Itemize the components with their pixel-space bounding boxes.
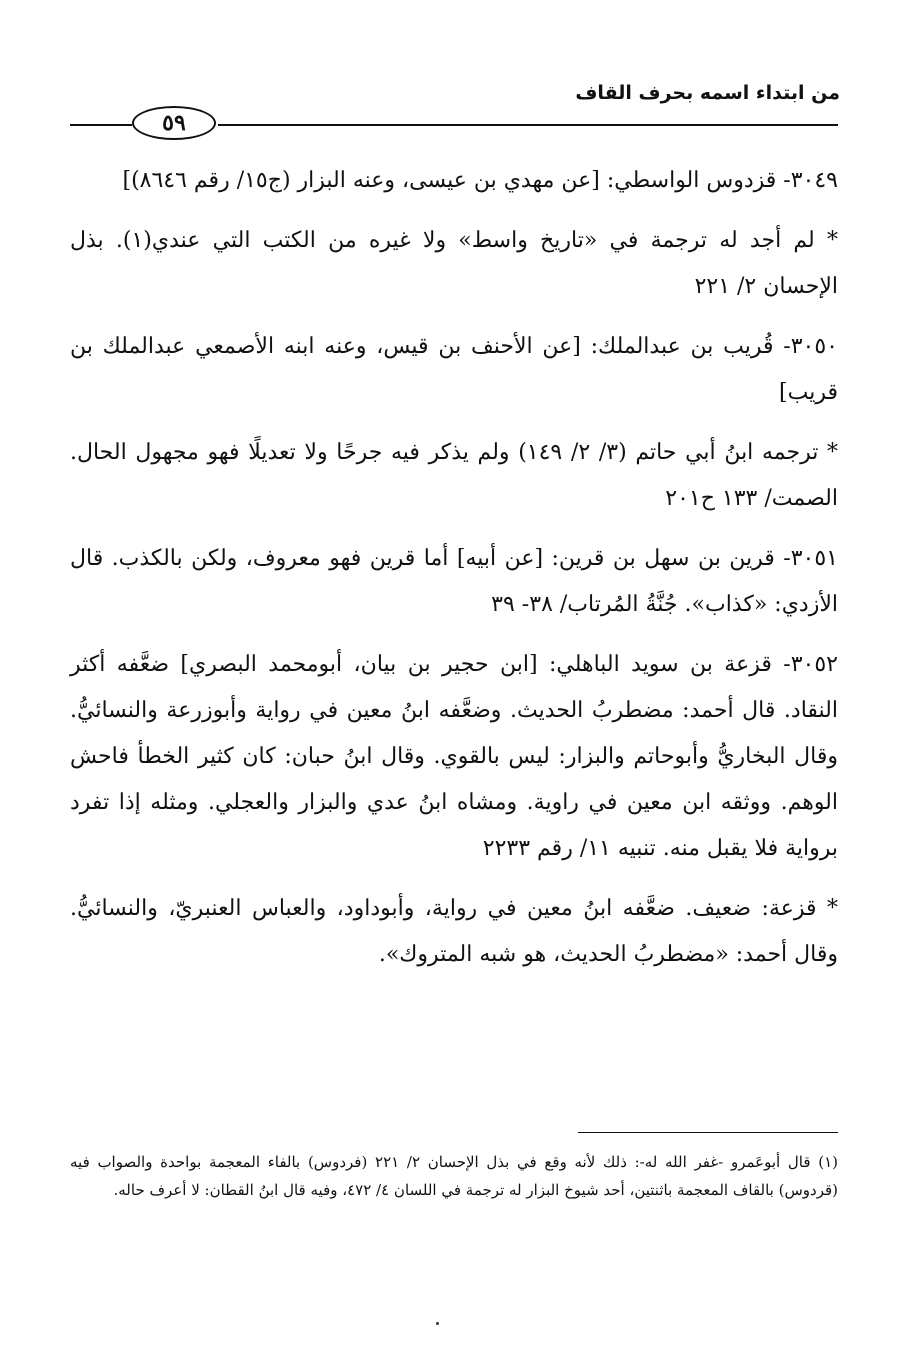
page-number: ٥٩: [132, 106, 216, 140]
header-rule-left: [70, 124, 132, 126]
footnote-rule: [578, 1132, 838, 1133]
header-title: من ابتداء اسمه بحرف القاف: [575, 82, 840, 104]
entries-body: [70, 158, 838, 992]
entry-3049-note: * لم أجد له ترجمة في «تاريخ واسط» ولا غيره من الكتب التي عندي(١). بذل الإحسان ٢/ ٢٢١: [70, 228, 838, 299]
entry-3050-note: * ترجمه ابنُ أبي حاتم (٣/ ٢/ ١٤٩) ولم يذكر فيه جرحًا ولا تعديلًا فهو مجهول الحال. الصمت/ ١٣٣ ح٢٠١: [70, 440, 839, 511]
entry-3051: ٣٠٥١- قرين بن سهل بن قرين: [عن أبيه] أما قرين فهو معروف، ولكن بالكذب. قال الأزدي: «كذاب». جُنَّةُ المُرتاب/ ٣٨- ٣٩: [70, 546, 838, 617]
header-rule-right: [218, 124, 838, 126]
entry-3052: ٣٠٥٢- قزعة بن سويد الباهلي: [ابن حجير بن بيان، أبومحمد البصري] ضعَّفه أكثر النقاد. قال أحمد: مضطربُ الحديث. وضعَّفه ابنُ معين في رواية وأبوزرعة والنسائيُّ. وقال البخاريُّ وأبوحاتم والبزار: ليس بالقوي. وقال ابنُ حبان: كان كثير الخطأ فاحش الوهم. ووثقه ابن معين في راوية. ومشاه ابنُ عدي والبزار والعجلي. ومثله إذا تفرد برواية فلا يقبل منه. تنبيه ١١/ رقم ٢٢٣٣: [70, 652, 838, 861]
page-mark: [436, 1322, 439, 1325]
entry-3052-note: * قزعة: ضعيف. ضعَّفه ابنُ معين في رواية، وأبوداود، والعباس العنبريّ، والنسائيُّ. وقال أحمد: «مضطربُ الحديث، هو شبه المتروك».: [70, 896, 838, 967]
entry-3050: ٣٠٥٠- قُريب بن عبدالملك: [عن الأحنف بن قيس، وعنه ابنه الأصمعي عبدالملك بن قريب]: [70, 334, 838, 405]
footnote: (١) قال أبوعَمرو -غفر الله له-: ذلك لأنه وقع في بذل الإحسان ٢/ ٢٢١ (فردوس) بالفاء المعجمة بواحدة والصواب فيه (قردوس) بالقاف المعجمة باثنتين، أحد شيوخ البزار له ترجمة في اللسان ٤/ ٤٧٢، وفيه قال ابنُ القطان: لا أعرف حاله.: [70, 1153, 838, 1199]
entry-3049: ٣٠٤٩- قزدوس الواسطي: [عن مهدي بن عيسى، وعنه البزار (ج١٥/ رقم ٨٦٤٦)]: [122, 168, 838, 193]
